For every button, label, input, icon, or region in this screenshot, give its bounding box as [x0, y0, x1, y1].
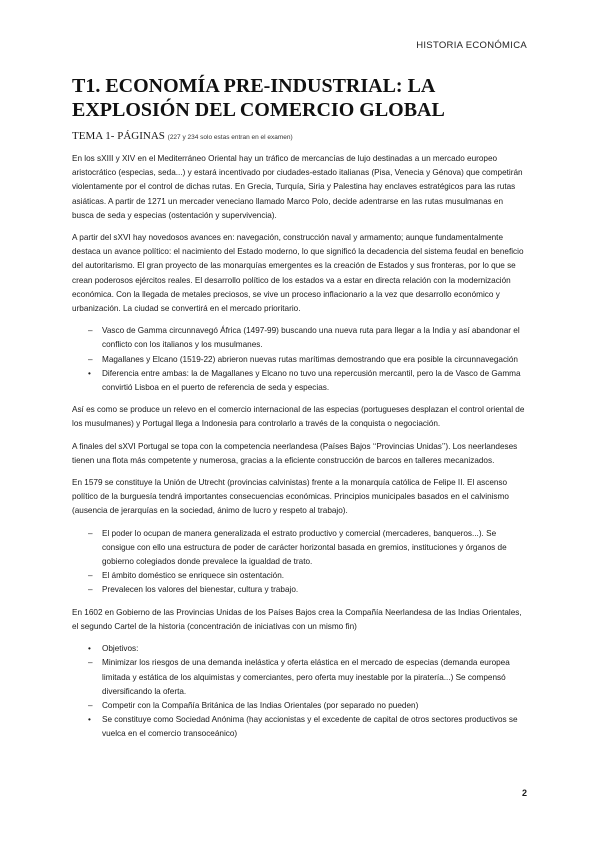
list-item-text: Vasco de Gamma circunnavegó África (1497-99) buscando una nueva ruta para llegar a la India y así abandonar el conflicto con los italianos y los musulmanes. [102, 326, 520, 350]
list-item-text: Magallanes y Elcano (1519-22) abrieron nuevas rutas marítimas demostrando que era posible la circunnavegación [102, 354, 518, 364]
list-item-text: El poder lo ocupan de manera generalizada el estrato productivo y comercial (mercaderes, banqueros...). Se consigue con ello una estructura de poder de carácter horizontal basada en gremios, instituciones y órganos de gobierno colegiados donde prevalece la igualdad de trato. [102, 528, 507, 567]
list-item [72, 367, 527, 395]
list-marker: • [88, 715, 91, 725]
page-title: T1. ECONOMÍA PRE-INDUSTRIAL: LA EXPLOSIÓN DEL COMERCIO GLOBAL [72, 75, 445, 121]
list-item [72, 699, 527, 713]
page-number: 2 [521, 788, 527, 798]
list-item-text: Prevalecen los valores del bienestar, cultura y trabajo. [102, 585, 299, 595]
paragraph-1: En los sXIII y XIV en el Mediterráneo Oriental hay un tráfico de mercancías de lujo destinadas a un mercado europeo aristocrático (especias, seda...) y estará incentivado por ciudades-estado italianas (Pisa, Venecia y Génova) que competirán violentamente por el control de dichas rutas. En Grecia, Turquía, Siria y Palestina hay enclaves estratégicos para las rutas asiáticas. A partir de 1271 un mercader veneciano llamado Marco Polo, decide adentrarse en las rutas musulmanas en busca de seda y especias (ostentación y supervivencia). [72, 154, 523, 220]
paragraph-6: En 1602 en Gobierno de las Provincias Unidas de los Países Bajos crea la Compañía Neerlandesa de las Indias Orientales, el segundo Cartel de la historia (concentración de iniciativas con un mismo fin) [72, 607, 522, 631]
list-item-text: Minimizar los riesgos de una demanda inelástica y oferta elástica en el mercado de especias (demanda europea limitada y estática de los alquimistas y comerciantes, pero oferta muy inestable por la piratería...) Se compensó diversificando la oferta. [102, 658, 510, 696]
section-subtitle [72, 130, 542, 144]
list-marker: – [88, 658, 93, 668]
list-marker: – [88, 700, 93, 710]
list-item [72, 527, 527, 570]
list-item-text: Diferencia entre ambas: la de Magallanes y Elcano no tuvo una repercusión mercantil, pero la de Vasco de Gamma convirtió Lisboa en el puerto de referencia de seda y especias. [102, 368, 521, 393]
paragraph-5: En 1579 se constituye la Unión de Utrecht (provincias calvinistas) frente a la monarquía católica de Felipe II. El ascenso político de la burguesía tendrá importantes consecuencias económicas. Principios municipales basados en el calvinismo (ausencia de jerarquías en la sociedad, ánimo de lucro y respeto al trabajo). [72, 478, 509, 516]
list-marker: – [88, 571, 93, 581]
list-consequences [72, 527, 527, 598]
list-item [72, 353, 527, 367]
paragraph-4: A finales del sXVI Portugal se topa con la competencia neerlandesa (Países Bajos ‘‘Provincias Unidas’’). Los neerlandeses tienen una flota más competente y numerosa, gracias a la eficiente construcción de barcos en talleres mecanizados. [72, 441, 518, 465]
running-header: HISTORIA ECONÓMICA [416, 40, 527, 51]
list-marker: – [88, 585, 93, 595]
list-item [72, 324, 527, 352]
list-item [72, 583, 527, 597]
list-explorers [72, 324, 527, 395]
list-item [72, 713, 527, 741]
list-marker: • [88, 644, 91, 654]
list-marker: – [88, 528, 93, 538]
paragraph-2: A partir del sXVI hay novedosos avances en: navegación, construcción naval y armamento; aunque fundamentalmente destaca un avance político: el nacimiento del Estado moderno, lo que significó la decadencia del sistema feudal en beneficio del autoritarismo. El gran proyecto de las monarquías emergentes es la creación de Estados y sus fronteras, por lo que se crean poderosos ejércitos reales. El desarrollo político de los estados va a estar en directa relación con la modernización económica. Con la llegada de metales preciosos, se vive un proceso inflacionario a la vez que desarrollo económico y urbanización. La ciudad se convertirá en el mercado prioritario. [72, 233, 524, 314]
list-marker: – [88, 326, 93, 336]
paragraph-3: Así es como se produce un relevo en el comercio internacional de las especias (portugueses desplazan el control oriental de los musulmanes) y Portugal llega a Indonesia para controlarlo a través de la conquista o negociación. [72, 405, 525, 429]
list-marker: • [88, 368, 91, 378]
list-marker: – [88, 354, 93, 364]
list-item-text: Objetivos: [102, 644, 139, 654]
list-item-text: Se constituye como Sociedad Anónima (hay accionistas y el excedente de capital de otros sectores productivos se vuelca en el comercio transoceánico) [102, 715, 518, 739]
list-item-text: Competir con la Compañía Británica de las Indias Orientales (por separado no pueden) [102, 700, 419, 710]
list-item [72, 656, 527, 699]
list-item [72, 642, 527, 656]
list-item [72, 569, 527, 583]
subtitle-main: TEMA 1- PÁGINAS [72, 130, 165, 142]
list-item-text: El ámbito doméstico se enriquece sin ostentación. [102, 571, 285, 581]
body-content [72, 152, 527, 750]
subtitle-note: (227 y 234 solo estas entran en el examen) [167, 134, 293, 141]
list-company-objectives [72, 642, 527, 741]
